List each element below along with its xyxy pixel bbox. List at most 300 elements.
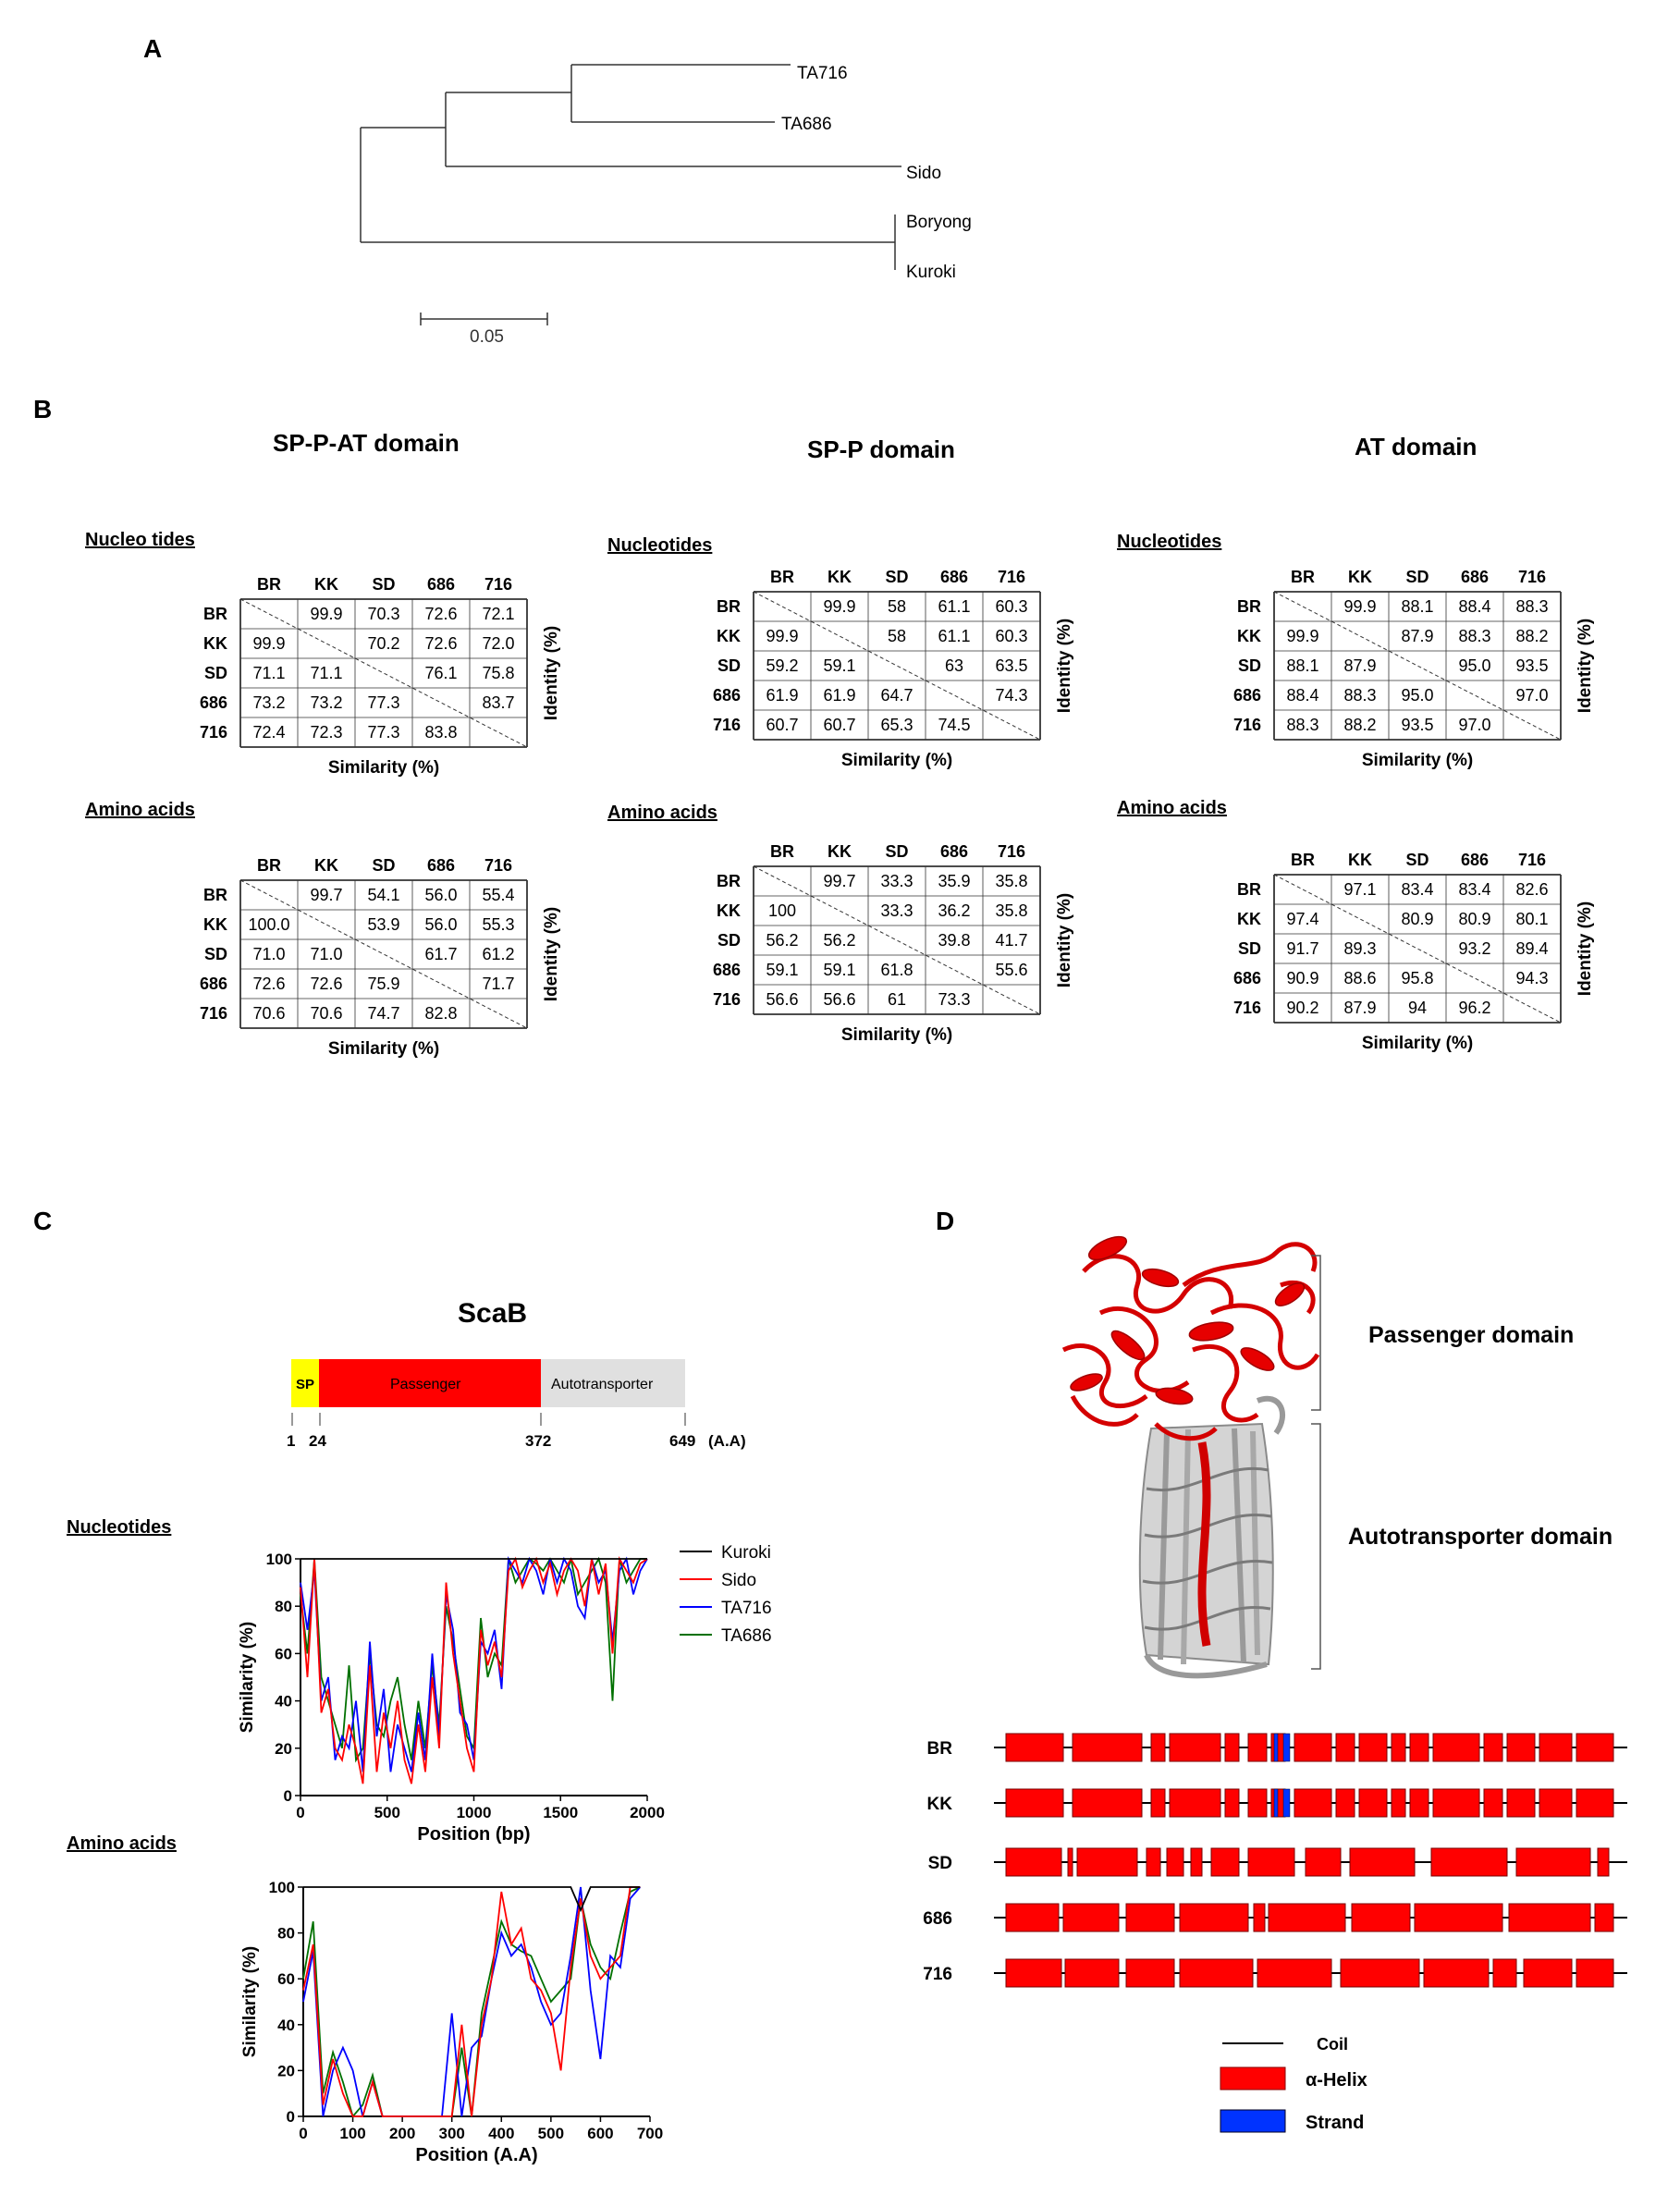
- series-line-kuroki: [303, 1887, 640, 1910]
- matrix-cell-value: 70.6: [310, 1004, 343, 1023]
- pos-label-1: 1: [287, 1432, 296, 1450]
- matrix-cell-value: 80.1: [1515, 910, 1549, 928]
- x-tick-label: 1500: [543, 1804, 579, 1821]
- matrix-col-header: SD: [885, 568, 909, 586]
- strand-block: [1274, 1734, 1278, 1761]
- matrix-row-header: KK: [203, 915, 227, 934]
- matrix-cell-value: 58: [887, 627, 907, 645]
- matrix-row-header: 716: [712, 716, 741, 734]
- matrix-identity-label: Identity (%): [542, 906, 561, 1002]
- x-tick-label: 0: [299, 2125, 308, 2142]
- panel-label-a: A: [143, 34, 163, 63]
- matrix-cell-value: 56.6: [766, 990, 799, 1009]
- matrix-cell-value: 71.1: [252, 664, 286, 682]
- helix-block: [1191, 1848, 1202, 1876]
- secondary-structure-row: [923, 1959, 1627, 1987]
- x-tick-label: 500: [374, 1804, 400, 1821]
- similarity-matrix: [1117, 532, 1595, 770]
- matrix-cell-value: 83.7: [482, 693, 515, 712]
- matrix-cell-value: 71.0: [310, 945, 343, 963]
- matrix-col-header: KK: [1348, 851, 1372, 869]
- matrix-cell-value: 74.5: [938, 716, 971, 734]
- matrix-cell-value: 88.3: [1458, 627, 1491, 645]
- helix-block: [1248, 1848, 1294, 1876]
- matrix-cell-value: 100.0: [248, 915, 290, 934]
- matrix-cell-value: 99.9: [310, 605, 343, 623]
- matrix-cell-value: 60.7: [766, 716, 799, 734]
- x-tick-label: 700: [636, 2125, 664, 2142]
- helix-block: [1493, 1959, 1516, 1987]
- matrix-row-header: SD: [203, 945, 227, 963]
- sp-label: SP: [296, 1377, 315, 1392]
- matrix-row-header: BR: [717, 597, 741, 616]
- matrix-col-header: 686: [426, 575, 456, 594]
- matrix-cell-value: 55.6: [995, 961, 1028, 979]
- secondary-structure-row: [923, 1904, 1627, 1931]
- y-tick-label: 0: [283, 1787, 292, 1805]
- domain-brackets: [1311, 1256, 1320, 1669]
- matrix-cell-value: 56.2: [766, 931, 799, 950]
- tree-leaf-ta686: TA686: [781, 115, 832, 134]
- matrix-cell-value: 61.9: [823, 686, 856, 705]
- matrix-col-header: SD: [885, 842, 909, 861]
- matrix-cell-value: 33.3: [880, 872, 914, 890]
- matrix-cell-value: 56.0: [424, 915, 458, 934]
- matrix-cell-value: 72.6: [310, 975, 343, 993]
- matrix-cell-value: 56.2: [823, 931, 856, 950]
- matrix-cell-value: 35.8: [995, 872, 1028, 890]
- helix-block: [1211, 1848, 1239, 1876]
- matrix-cell-value: 83.4: [1401, 880, 1434, 899]
- matrix-row-header: SD: [717, 656, 741, 675]
- coil-label: Coil: [1317, 2035, 1348, 2054]
- matrix-cell-value: 55.3: [482, 915, 515, 934]
- x-tick-label: 600: [587, 2125, 614, 2142]
- helix-block: [1306, 1848, 1341, 1876]
- matrix-col-header: 716: [997, 568, 1026, 586]
- matrix-cell-value: 88.1: [1401, 597, 1434, 616]
- matrix-cell-value: 35.8: [995, 901, 1028, 920]
- similarity-matrix: [607, 535, 1074, 770]
- matrix-identity-label: Identity (%): [1055, 618, 1074, 714]
- pos-label-649: 649: [669, 1432, 696, 1450]
- helix-block: [1294, 1789, 1331, 1817]
- strand-block: [1283, 1789, 1290, 1817]
- matrix-cell-value: 72.4: [252, 723, 286, 742]
- matrix-identity-label: Identity (%): [1576, 901, 1595, 997]
- matrix-col-header: BR: [1291, 851, 1315, 869]
- matrix-identity-label: Identity (%): [542, 625, 561, 721]
- helix-block: [1336, 1789, 1355, 1817]
- matrix-row-header: KK: [717, 901, 741, 920]
- matrix-col-header: KK: [314, 856, 338, 875]
- matrix-cell-value: 88.3: [1286, 716, 1319, 734]
- matrix-similarity-label: Similarity (%): [327, 1039, 440, 1059]
- plot-label-nucleotides: Nucleotides: [67, 1517, 172, 1538]
- matrix-col-header: 716: [484, 575, 513, 594]
- matrix-cell-value: 61.8: [880, 961, 914, 979]
- matrix-cell-value: 63: [944, 656, 964, 675]
- matrix-col-header: BR: [257, 575, 281, 594]
- matrix-cell-value: 63.5: [995, 656, 1028, 675]
- helix-block: [1073, 1789, 1142, 1817]
- matrix-cell-value: 90.2: [1286, 999, 1319, 1017]
- matrix-identity-label: Identity (%): [1055, 892, 1074, 988]
- helix-block: [1350, 1848, 1415, 1876]
- matrix-cell-value: 72.1: [482, 605, 515, 623]
- pos-label-24: 24: [309, 1432, 326, 1450]
- helix-label: α-Helix: [1306, 2070, 1367, 2091]
- helix-block: [1484, 1734, 1502, 1761]
- matrix-col-header: KK: [1348, 568, 1372, 586]
- helix-block: [1392, 1734, 1405, 1761]
- helix-block: [1269, 1904, 1345, 1931]
- helix-block: [1524, 1959, 1572, 1987]
- panel-label-d: D: [936, 1207, 955, 1235]
- matrix-cell-value: 88.4: [1458, 597, 1491, 616]
- strand-label: Strand: [1306, 2113, 1365, 2133]
- matrix-cell-value: 72.0: [482, 634, 515, 653]
- helix-block: [1484, 1789, 1502, 1817]
- helix-block: [1431, 1848, 1507, 1876]
- secondary-row-label: 686: [923, 1909, 952, 1929]
- secondary-structure-row: [927, 1734, 1627, 1761]
- y-tick-label: 40: [277, 2016, 295, 2034]
- x-tick-label: 2000: [630, 1804, 665, 1821]
- matrix-cell-value: 88.2: [1343, 716, 1377, 734]
- y-tick-label: 100: [268, 1879, 295, 1896]
- helix-block: [1392, 1789, 1405, 1817]
- matrix-cell-value: 72.6: [252, 975, 286, 993]
- matrix-cell-value: 73.3: [938, 990, 971, 1009]
- x-tick-label: 200: [388, 2125, 416, 2142]
- y-axis-label: Similarity (%): [238, 1621, 257, 1734]
- helix-block: [1516, 1848, 1590, 1876]
- secondary-structure-row: [927, 1789, 1627, 1817]
- panel-label-b: B: [33, 395, 53, 423]
- matrix-cell-value: 97.1: [1343, 880, 1377, 899]
- helix-block: [1126, 1959, 1174, 1987]
- helix-block: [1424, 1959, 1489, 1987]
- legend-label-sido: Sido: [721, 1571, 757, 1590]
- helix-block: [1167, 1848, 1183, 1876]
- helix-block: [1225, 1789, 1239, 1817]
- matrix-cell-value: 95.0: [1458, 656, 1491, 675]
- matrix-title-at: AT domain: [1355, 433, 1478, 460]
- matrix-cell-value: 56.6: [823, 990, 856, 1009]
- matrix-row-header: 686: [199, 975, 227, 993]
- matrix-similarity-label: Similarity (%): [327, 758, 440, 778]
- panel-label-c: C: [33, 1207, 53, 1235]
- matrix-cell-value: 88.4: [1286, 686, 1319, 705]
- matrix-cell-value: 76.1: [424, 664, 458, 682]
- matrix-cell-value: 87.9: [1401, 627, 1434, 645]
- matrix-row-header: SD: [717, 931, 741, 950]
- helix-block: [1065, 1959, 1119, 1987]
- matrix-col-header: 686: [1460, 568, 1490, 586]
- matrix-cell-value: 70.2: [367, 634, 400, 653]
- helix-block: [1595, 1904, 1613, 1931]
- matrix-cell-value: 61.9: [766, 686, 799, 705]
- matrix-cell-value: 94: [1407, 999, 1428, 1017]
- y-tick-label: 60: [277, 1970, 295, 1989]
- x-axis-label: Position (bp): [417, 1824, 531, 1845]
- matrix-cell-value: 77.3: [367, 693, 400, 712]
- similarity-matrix: [1117, 798, 1595, 1053]
- strand-block: [1283, 1734, 1290, 1761]
- matrix-cell-value: 89.3: [1343, 939, 1377, 958]
- helix-block: [1507, 1734, 1535, 1761]
- matrix-cell-value: 93.5: [1515, 656, 1549, 675]
- matrix-cell-value: 97.0: [1458, 716, 1491, 734]
- matrix-col-header: 716: [484, 856, 513, 875]
- matrix-col-header: 686: [426, 856, 456, 875]
- helix-block: [1063, 1904, 1119, 1931]
- similarity-matrix: [85, 800, 561, 1059]
- matrix-col-header: BR: [770, 568, 794, 586]
- matrix-cell-value: 94.3: [1515, 969, 1549, 987]
- helix-block: [1006, 1959, 1061, 1987]
- protein-structure-image: [1063, 1232, 1320, 1676]
- matrix-col-header: 716: [1517, 851, 1547, 869]
- helix-block: [1180, 1959, 1253, 1987]
- matrix-similarity-label: Similarity (%): [1361, 1034, 1474, 1053]
- helix-block: [1006, 1734, 1063, 1761]
- plot-legend: [680, 1543, 772, 1646]
- secondary-structure-row: [928, 1848, 1627, 1876]
- helix-block: [1248, 1789, 1267, 1817]
- y-tick-label: 20: [277, 2062, 295, 2080]
- legend-label-ta716: TA716: [721, 1599, 772, 1618]
- matrix-cell-value: 91.7: [1286, 939, 1319, 958]
- matrix-cell-value: 99.7: [823, 872, 856, 890]
- matrix-cell-value: 64.7: [880, 686, 914, 705]
- matrix-col-header: KK: [828, 842, 852, 861]
- matrix-col-header: SD: [372, 856, 396, 875]
- helix-block: [1509, 1904, 1590, 1931]
- helix-block: [1068, 1848, 1073, 1876]
- matrix-row-header: SD: [1237, 939, 1261, 958]
- helix-block: [1225, 1734, 1239, 1761]
- autotransporter-domain-label: Autotransporter domain: [1348, 1524, 1613, 1550]
- helix-block: [1410, 1789, 1429, 1817]
- matrix-cell-value: 61.2: [482, 945, 515, 963]
- matrix-col-header: SD: [1405, 851, 1429, 869]
- helix-block: [1151, 1789, 1165, 1817]
- helix-block: [1073, 1734, 1142, 1761]
- matrix-identity-label: Identity (%): [1576, 618, 1595, 714]
- strand-block: [1274, 1789, 1278, 1817]
- matrix-cell-value: 80.9: [1401, 910, 1434, 928]
- helix-block: [1248, 1734, 1267, 1761]
- matrix-cell-value: 87.9: [1343, 999, 1377, 1017]
- matrix-cell-value: 59.1: [766, 961, 799, 979]
- matrix-cell-value: 82.6: [1515, 880, 1549, 899]
- matrix-cell-value: 96.2: [1458, 999, 1491, 1017]
- tree-leaf-kuroki: Kuroki: [906, 263, 956, 282]
- tree-scale-bar: [421, 313, 547, 325]
- helix-block: [1180, 1904, 1248, 1931]
- matrix-cell-value: 55.4: [482, 886, 515, 904]
- helix-block: [1336, 1734, 1355, 1761]
- matrix-cell-value: 74.7: [367, 1004, 400, 1023]
- matrix-cell-value: 61.1: [938, 597, 971, 616]
- series-line-ta716: [303, 1887, 640, 2116]
- scab-domain-bar: [287, 1359, 746, 1450]
- matrix-cell-value: 82.8: [424, 1004, 458, 1023]
- x-tick-label: 400: [488, 2125, 515, 2142]
- helix-block: [1539, 1734, 1572, 1761]
- matrix-cell-value: 77.3: [367, 723, 400, 742]
- matrix-row-header: KK: [717, 627, 741, 645]
- matrix-cell-value: 75.8: [482, 664, 515, 682]
- helix-block: [1576, 1789, 1613, 1817]
- tree-scale-label: 0.05: [470, 327, 504, 347]
- helix-swatch: [1220, 2067, 1285, 2090]
- matrix-cell-value: 99.9: [1343, 597, 1377, 616]
- matrix-cell-value: 93.2: [1458, 939, 1491, 958]
- autotransporter-barrel: [1140, 1399, 1282, 1676]
- matrix-cell-value: 59.2: [766, 656, 799, 675]
- passenger-domain-label: Passenger domain: [1368, 1322, 1575, 1348]
- helix-block: [1126, 1904, 1174, 1931]
- y-tick-label: 100: [265, 1551, 292, 1568]
- matrix-col-header: 686: [1460, 851, 1490, 869]
- passenger-label: Passenger: [390, 1377, 461, 1392]
- helix-block: [1294, 1734, 1331, 1761]
- matrix-cell-value: 89.4: [1515, 939, 1549, 958]
- matrix-col-header: KK: [828, 568, 852, 586]
- matrix-cell-value: 88.1: [1286, 656, 1319, 675]
- matrix-cell-value: 59.1: [823, 656, 856, 675]
- matrix-cell-value: 70.3: [367, 605, 400, 623]
- matrix-cell-value: 61: [887, 990, 907, 1009]
- matrix-cell-value: 99.9: [252, 634, 286, 653]
- x-tick-label: 0: [296, 1804, 305, 1821]
- matrix-row-header: 716: [199, 723, 227, 742]
- matrix-col-header: 686: [939, 568, 969, 586]
- matrix-col-header: BR: [1291, 568, 1315, 586]
- helix-block: [1410, 1734, 1429, 1761]
- legend-label-kuroki: Kuroki: [721, 1543, 771, 1563]
- matrix-label: Amino acids: [1117, 798, 1227, 818]
- matrix-cell-value: 72.3: [310, 723, 343, 742]
- matrix-cell-value: 88.3: [1343, 686, 1377, 705]
- y-tick-label: 60: [275, 1645, 292, 1663]
- y-tick-label: 80: [277, 1924, 295, 1943]
- secondary-structure-legend: [1220, 2035, 1367, 2133]
- matrix-cell-value: 60.3: [995, 627, 1028, 645]
- matrix-row-header: KK: [1237, 910, 1261, 928]
- matrix-col-header: 716: [997, 842, 1026, 861]
- matrix-row-header: KK: [1237, 627, 1261, 645]
- helix-block: [1006, 1789, 1063, 1817]
- matrix-title-sp-p-at: SP-P-AT domain: [273, 429, 460, 457]
- helix-block: [1006, 1904, 1059, 1931]
- secondary-row-label: BR: [926, 1739, 952, 1759]
- matrix-cell-value: 60.7: [823, 716, 856, 734]
- matrix-label: Amino acids: [607, 803, 717, 823]
- matrix-cell-value: 88.6: [1343, 969, 1377, 987]
- matrix-cell-value: 99.9: [766, 627, 799, 645]
- matrix-row-header: 686: [712, 686, 741, 705]
- helix-block: [1539, 1789, 1572, 1817]
- matrix-cell-value: 58: [887, 597, 907, 616]
- tree-leaf-ta716: TA716: [797, 64, 848, 83]
- matrix-cell-value: 65.3: [880, 716, 914, 734]
- helix-block: [1507, 1789, 1535, 1817]
- pos-unit-label: (A.A): [708, 1432, 746, 1450]
- matrix-row-header: BR: [1237, 597, 1261, 616]
- helix-block: [1077, 1848, 1137, 1876]
- phylogenetic-tree: [361, 65, 901, 270]
- helix-block: [1415, 1904, 1502, 1931]
- y-tick-label: 80: [275, 1598, 292, 1616]
- matrix-cell-value: 39.8: [938, 931, 971, 950]
- matrix-row-header: SD: [1237, 656, 1261, 675]
- matrix-cell-value: 74.3: [995, 686, 1028, 705]
- series-line-ta686: [303, 1887, 640, 2116]
- matrix-cell-value: 95.8: [1401, 969, 1434, 987]
- tree-leaf-boryong: Boryong: [906, 213, 972, 232]
- pos-label-372: 372: [525, 1432, 552, 1450]
- matrix-cell-value: 61.7: [424, 945, 458, 963]
- helix-block: [1170, 1734, 1220, 1761]
- matrix-cell-value: 97.0: [1515, 686, 1549, 705]
- matrix-similarity-label: Similarity (%): [840, 1025, 953, 1045]
- series-line-sido: [303, 1887, 640, 2116]
- matrix-row-header: KK: [203, 634, 227, 653]
- matrix-cell-value: 90.9: [1286, 969, 1319, 987]
- helix-block: [1359, 1734, 1387, 1761]
- matrix-row-header: 716: [1232, 999, 1261, 1017]
- matrix-cell-value: 71.7: [482, 975, 515, 993]
- helix-block: [1598, 1848, 1609, 1876]
- secondary-structure-diagram: [923, 1734, 1627, 1987]
- matrix-cell-value: 99.9: [1286, 627, 1319, 645]
- strand-swatch: [1220, 2110, 1285, 2132]
- matrix-label: Nucleotides: [607, 535, 713, 556]
- matrix-col-header: 686: [939, 842, 969, 861]
- matrix-cell-value: 73.2: [310, 693, 343, 712]
- plot-label-amino-acids: Amino acids: [67, 1833, 177, 1854]
- x-tick-label: 100: [339, 2125, 366, 2142]
- matrix-col-header: BR: [770, 842, 794, 861]
- matrix-col-header: 716: [1517, 568, 1547, 586]
- helix-block: [1006, 1848, 1061, 1876]
- helix-block: [1257, 1959, 1331, 1987]
- matrix-cell-value: 72.6: [424, 634, 458, 653]
- matrix-cell-value: 56.0: [424, 886, 458, 904]
- helix-block: [1433, 1734, 1479, 1761]
- matrix-label: Nucleo tides: [85, 530, 195, 550]
- x-tick-label: 1000: [456, 1804, 492, 1821]
- matrix-cell-value: 71.0: [252, 945, 286, 963]
- amino-acid-similarity-plot: [240, 1879, 663, 2165]
- matrix-row-header: 716: [1232, 716, 1261, 734]
- matrix-cell-value: 88.3: [1515, 597, 1549, 616]
- matrix-row-header: 716: [712, 990, 741, 1009]
- matrix-label: Amino acids: [85, 800, 195, 820]
- y-tick-label: 0: [286, 2108, 295, 2126]
- matrix-col-header: SD: [372, 575, 396, 594]
- matrix-row-header: 686: [712, 961, 741, 979]
- helix-block: [1352, 1904, 1410, 1931]
- matrix-cell-value: 93.5: [1401, 716, 1434, 734]
- matrix-cell-value: 61.1: [938, 627, 971, 645]
- y-tick-label: 40: [275, 1692, 292, 1710]
- matrix-cell-value: 75.9: [367, 975, 400, 993]
